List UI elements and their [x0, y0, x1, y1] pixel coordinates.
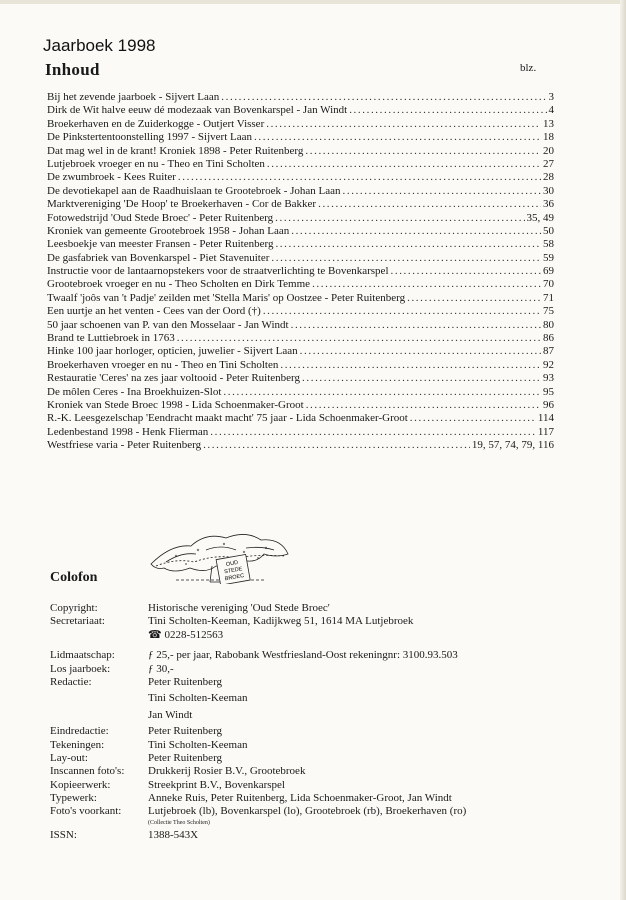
toc-entry-title: Westfriese varia - Peter Ruitenberg: [47, 439, 202, 452]
secretariaat-value: Tini Scholten-Keeman, Kadijkweg 51, 1614 MA Lutjebroek: [148, 615, 414, 628]
page-right-edge: [620, 0, 626, 900]
toc-entry-page: 58: [543, 238, 554, 251]
toc-entry: [47, 91, 554, 104]
toc-leader-dots: [254, 131, 541, 144]
toc-entry-title: Marktvereniging 'De Hoop' te Broekerhaven - Cor de Bakker: [47, 198, 317, 211]
toc-leader-dots: [275, 238, 541, 251]
toc-entry-title: Dirk de Wit halve eeuw dé modezaak van Bovenkarspel - Jan Windt: [47, 104, 348, 117]
toc-entry-title: Een uurtje an het venten - Cees van der Oord (†): [47, 305, 261, 318]
colofon-row-lidmaatschap: [50, 649, 466, 662]
document-title: Jaarboek 1998: [43, 36, 156, 55]
colofon-row-redactie: [50, 676, 466, 689]
toc-leader-dots: [349, 104, 546, 117]
toc-entry-page: 96: [543, 398, 554, 411]
kopieerwerk-label: Kopieerwerk:: [50, 778, 111, 791]
toc-entry-title: R.-K. Leesgezelschap 'Eendracht maakt macht' 75 jaar - Lida Schoenmaker-Groot: [47, 412, 408, 425]
toc-entry-title: Ledenbestand 1998 - Henk Flierman: [47, 425, 209, 438]
toc-entry: [47, 265, 554, 278]
toc-leader-dots: [318, 198, 541, 211]
toc-entry: [47, 145, 554, 158]
toc-leader-dots: [305, 145, 541, 158]
toc-entry: [47, 212, 554, 225]
toc-entry-title: Instructie voor de lantaarnopstekers voor de straatverlichting te Bovenkarspel: [47, 265, 389, 278]
toc-leader-dots: [302, 372, 541, 385]
colofon-row-fotos: [50, 805, 466, 818]
tekeningen-label: Tekeningen:: [50, 738, 105, 751]
logo-text-1: OUD: [225, 559, 239, 568]
toc-entry-title: De zwumbroek - Kees Ruiter: [47, 171, 176, 184]
inscannen-value: Drukkerij Rosier B.V., Grootebroek: [148, 765, 306, 778]
toc-entry: [47, 359, 554, 372]
toc-entry-page: 86: [543, 332, 554, 345]
toc-entry-page: 20: [543, 144, 554, 157]
toc-entry-page: 59: [543, 251, 554, 264]
toc-entry: [47, 238, 554, 251]
toc-entry-page: 13: [543, 117, 554, 130]
toc-entry-page: 50: [543, 224, 554, 237]
losjaarboek-value: ƒ 30,-: [148, 662, 174, 675]
toc-entry: [47, 252, 554, 265]
toc-entry-page: 28: [543, 171, 554, 184]
toc-entry-page: 71: [543, 291, 554, 304]
toc-entry-page: 19, 57, 74, 79, 116: [471, 439, 554, 452]
toc-leader-dots: [203, 439, 470, 452]
toc-leader-dots: [267, 158, 541, 171]
fotos-value: Lutjebroek (lb), Bovenkarspel (lo), Grootebroek (rb), Broekerhaven (ro): [148, 805, 467, 818]
toc-entry-title: Leesboekje van meester Fransen - Peter Ruitenberg: [47, 238, 274, 251]
toc-entry: [47, 185, 554, 198]
toc-entry-page: 93: [543, 372, 554, 385]
toc-entry-title: Bij het zevende jaarboek - Sijvert Laan: [47, 91, 220, 103]
toc-entry: [47, 386, 554, 399]
toc-entry-title: Dat mag wel in de krant! Kroniek 1898 - Peter Ruitenberg: [47, 144, 304, 157]
toc-leader-dots: [210, 426, 536, 439]
toc-entry: [47, 118, 554, 131]
colofon-row-losjaarboek: [50, 663, 466, 676]
toc-entry-page: 70: [543, 278, 554, 291]
toc-leader-dots: [306, 399, 541, 412]
toc-entry-page: 114: [537, 412, 554, 425]
toc-entry: [47, 426, 554, 439]
fotos-note: (Collectie Theo Scholten): [148, 819, 210, 826]
toc-leader-dots: [223, 386, 541, 399]
colofon-row-inscannen: [50, 765, 466, 778]
toc-entry-page: 80: [543, 318, 554, 331]
toc-entry-title: Fotowedstrijd 'Oud Stede Broec' - Peter Ruitenberg: [47, 211, 274, 224]
colofon-row-redactie-2: [50, 692, 466, 705]
toc-entry-title: Grootebroek vroeger en nu - Theo Scholten en Dirk Temme: [47, 278, 311, 291]
redactie-value-3: Jan Windt: [148, 708, 193, 721]
colofon-row-copyright: [50, 602, 466, 615]
toc-entry-title: Kroniek van Stede Broec 1998 - Lida Schoenmaker-Groot: [47, 398, 304, 411]
losjaarboek-label: Los jaarboek:: [50, 662, 111, 675]
toc-leader-dots: [178, 171, 541, 184]
toc-entry-page: 3: [548, 91, 554, 103]
toc-entry-title: Hinke 100 jaar horloger, opticien, juwelier - Sijvert Laan: [47, 345, 298, 358]
toc-entry: [47, 225, 554, 238]
logo-text-3: BROEC: [224, 573, 245, 583]
fotos-label: Foto's voorkant:: [50, 805, 122, 818]
toc-entry: [47, 439, 554, 452]
toc-entry: [47, 171, 554, 184]
redactie-label: Redactie:: [50, 675, 92, 688]
colofon-row-secretariaat: [50, 615, 466, 628]
toc-entry-page: 92: [543, 358, 554, 371]
toc-entry-title: De devotiekapel aan de Raadhuislaan te Grootebroek - Johan Laan: [47, 184, 341, 197]
colofon-row-eindredactie: [50, 725, 466, 738]
toc-leader-dots: [263, 305, 541, 318]
issn-label: ISSN:: [50, 828, 77, 841]
tree-logo-icon: [146, 524, 296, 584]
toc-leader-dots: [410, 412, 536, 425]
toc-entry-title: Restauratie 'Ceres' na zes jaar voltooid - Peter Ruitenberg: [47, 372, 301, 385]
colofon-row-layout: [50, 752, 466, 765]
toc-entry: [47, 131, 554, 144]
toc-entry: [47, 319, 554, 332]
toc-entry: [47, 399, 554, 412]
typewerk-label: Typewerk:: [50, 792, 97, 805]
kopieerwerk-value: Streekprint B.V., Bovenkarspel: [148, 778, 285, 791]
toc-entry-title: Twaalf 'joôs van 't Padje' zeilden met 'Stella Maris' op Oostzee - Peter Ruitenberg: [47, 291, 406, 304]
lidmaatschap-label: Lidmaatschap:: [50, 649, 115, 662]
toc-entry: [47, 345, 554, 358]
toc-entry-title: Brand te Luttiebroek in 1763: [47, 332, 175, 345]
toc-leader-dots: [391, 265, 542, 278]
toc-entry: [47, 332, 554, 345]
layout-label: Lay-out:: [50, 751, 88, 764]
colofon-row-typewerk: [50, 792, 466, 805]
toc-leader-dots: [343, 185, 541, 198]
copyright-label: Copyright:: [50, 602, 98, 614]
toc-entry-page: 35, 49: [526, 211, 554, 224]
toc-leader-dots: [177, 332, 541, 345]
toc-leader-dots: [266, 118, 541, 131]
colofon-row-redactie-3: [50, 709, 466, 722]
toc-heading: Inhoud: [45, 60, 100, 79]
toc-entry-page: 36: [543, 198, 554, 211]
typewerk-value: Anneke Ruis, Peter Ruitenberg, Lida Schoenmaker-Groot, Jan Windt: [148, 792, 452, 805]
toc-entry-page: 117: [537, 425, 554, 438]
table-of-contents: [47, 91, 554, 453]
tekeningen-value: Tini Scholten-Keeman: [148, 738, 248, 751]
page-column-label: blz.: [520, 62, 537, 74]
toc-entry: [47, 372, 554, 385]
toc-entry-title: De môlen Ceres - Ina Broekhuizen-Slot: [47, 385, 222, 398]
toc-entry: [47, 305, 554, 318]
toc-entry-page: 18: [543, 131, 554, 144]
toc-leader-dots: [407, 292, 541, 305]
toc-entry-page: 69: [543, 265, 554, 278]
toc-entry-page: 4: [548, 104, 554, 117]
colofon-row-issn: [50, 829, 466, 842]
issn-value: 1388-543X: [148, 828, 199, 841]
phone-value: ☎ 0228-512563: [148, 628, 224, 641]
toc-entry-title: Lutjebroek vroeger en nu - Theo en Tini Scholten: [47, 157, 265, 170]
colofon-row-kopieerwerk: [50, 779, 466, 792]
toc-leader-dots: [280, 359, 541, 372]
toc-leader-dots: [300, 345, 541, 358]
toc-entry: [47, 158, 554, 171]
toc-leader-dots: [271, 252, 541, 265]
toc-entry-page: 27: [543, 157, 554, 170]
page-top-edge: [0, 0, 626, 4]
toc-entry: [47, 412, 554, 425]
colofon-heading: Colofon: [50, 570, 98, 585]
toc-leader-dots: [291, 225, 541, 238]
eindredactie-label: Eindredactie:: [50, 725, 109, 738]
toc-entry-title: Broekerhaven vroeger en nu - Theo en Tini Scholten: [47, 358, 279, 371]
toc-entry-page: 95: [543, 385, 554, 398]
toc-leader-dots: [275, 212, 524, 225]
inscannen-label: Inscannen foto's:: [50, 765, 125, 778]
toc-entry: [47, 198, 554, 211]
colofon-row-phone: [50, 629, 466, 642]
toc-entry-page: 87: [543, 345, 554, 358]
redactie-value-1: Peter Ruitenberg: [148, 675, 223, 688]
layout-value: Peter Ruitenberg: [148, 751, 223, 764]
toc-entry-page: 75: [543, 305, 554, 318]
toc-entry-page: 30: [543, 184, 554, 197]
eindredactie-value: Peter Ruitenberg: [148, 725, 223, 738]
secretariaat-label: Secretariaat:: [50, 615, 105, 628]
toc-leader-dots: [221, 91, 546, 104]
colofon-row-tekeningen: [50, 739, 466, 752]
toc-entry: [47, 292, 554, 305]
toc-entry: [47, 278, 554, 291]
colofon-block: [50, 602, 466, 842]
copyright-value: Historische vereniging 'Oud Stede Broec': [148, 602, 330, 614]
toc-entry: [47, 104, 554, 117]
toc-leader-dots: [312, 278, 541, 291]
redactie-value-2: Tini Scholten-Keeman: [148, 692, 248, 705]
logo-text-2: STEDE: [223, 566, 243, 576]
toc-entry-title: Kroniek van gemeente Grootebroek 1958 - Johan Laan: [47, 224, 290, 237]
lidmaatschap-value: ƒ 25,- per jaar, Rabobank Westfriesland-Oost rekeningnr: 3100.93.503: [148, 649, 458, 662]
toc-entry-title: De gasfabriek van Bovenkarspel - Piet Stavenuiter: [47, 251, 270, 264]
toc-leader-dots: [291, 319, 541, 332]
toc-entry-title: 50 jaar schoenen van P. van den Mosselaar - Jan Windt: [47, 318, 289, 331]
toc-entry-title: De Pinkstertentoonstelling 1997 - Sijvert Laan: [47, 131, 252, 144]
toc-entry-title: Broekerhaven en de Zuiderkogge - Outjert Visser: [47, 117, 265, 130]
